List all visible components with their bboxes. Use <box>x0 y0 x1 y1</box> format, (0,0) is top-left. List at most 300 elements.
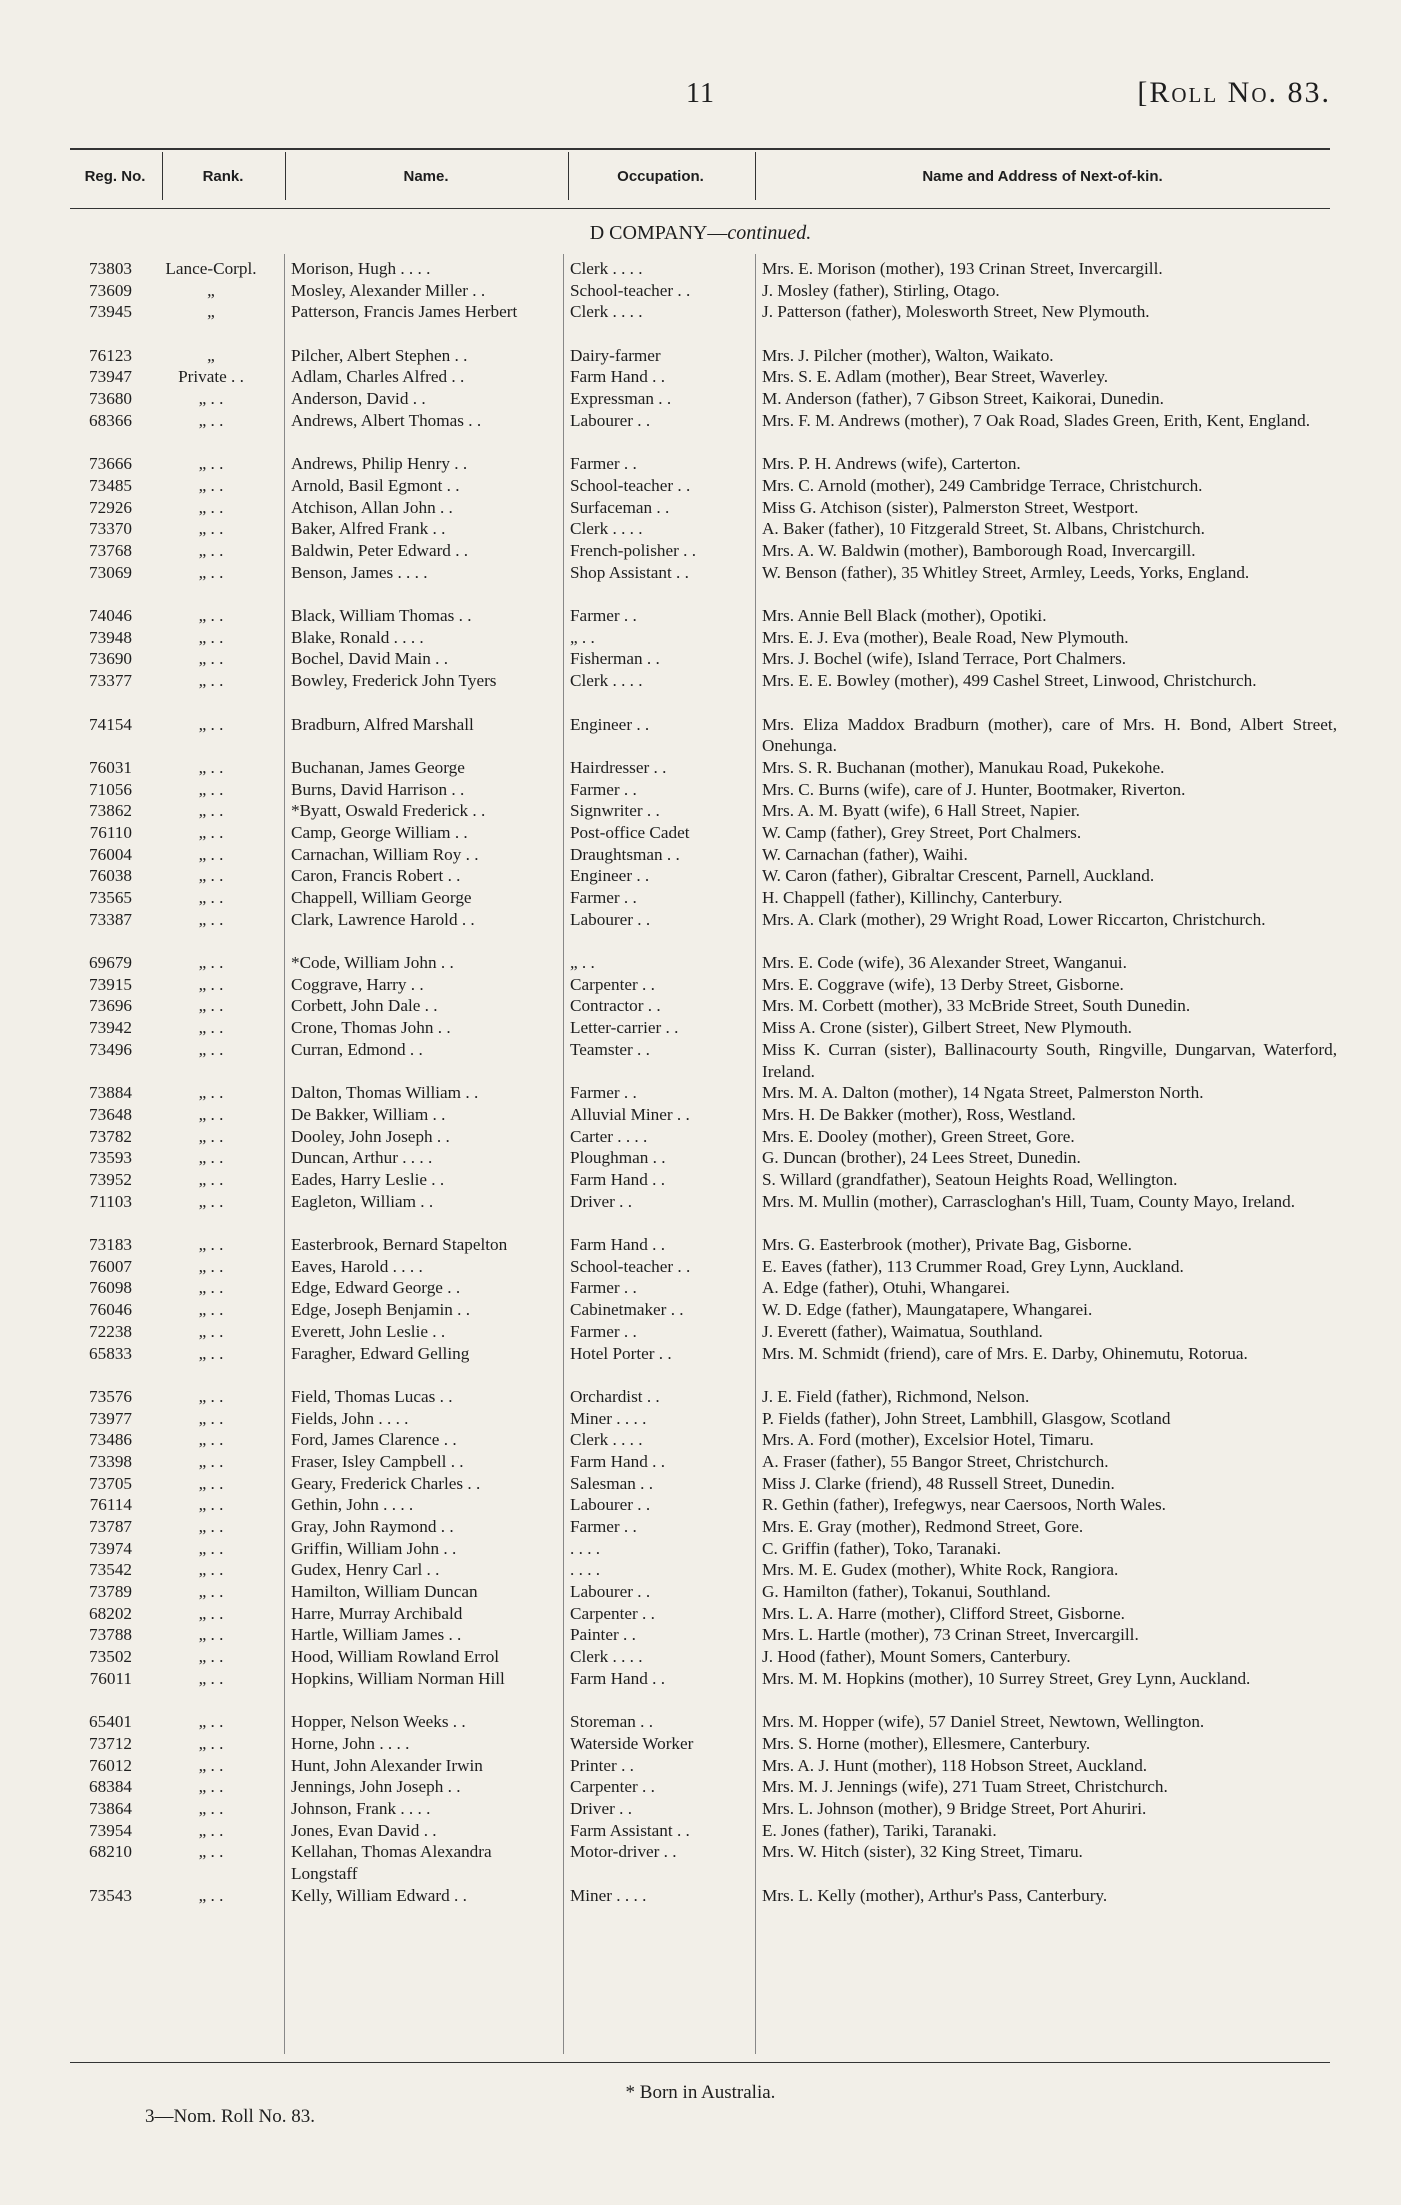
occupation: Surfaceman . . <box>570 497 670 517</box>
next-of-kin: Mrs. M. E. Gudex (mother), White Rock, Rangiora. <box>762 1560 1119 1580</box>
soldier-name: Benson, James . . . . <box>291 562 428 582</box>
reg-number: 71103 <box>89 1191 132 1211</box>
soldier-name: Baldwin, Peter Edward . . <box>291 540 469 560</box>
next-of-kin: Mrs. Eliza Maddox Bradburn (mother), care of Mrs. H. Bond, Albert Street, Onehunga. <box>762 714 1337 756</box>
soldier-name: Patterson, Francis James Herbert <box>291 302 518 322</box>
occupation: Farmer . . <box>570 1517 637 1537</box>
rank: „ . . <box>198 1473 224 1493</box>
reg-number: 76123 <box>89 345 132 365</box>
soldier-name: Clark, Lawrence Harold . . <box>291 909 475 929</box>
next-of-kin: J. Hood (father), Mount Somers, Canterbury. <box>762 1647 1071 1667</box>
occupation: Alluvial Miner . . <box>570 1104 690 1124</box>
occupation: Shop Assistant . . <box>570 562 689 582</box>
soldier-name: Adlam, Charles Alfred . . <box>291 367 465 387</box>
next-of-kin: Mrs. M. J. Jennings (wife), 271 Tuam Street, Christchurch. <box>762 1777 1168 1797</box>
next-of-kin: Mrs. E. Coggrave (wife), 13 Derby Street, Gisborne. <box>762 974 1124 994</box>
reg-number: 73974 <box>89 1538 132 1558</box>
soldier-name: Edge, Edward George . . <box>291 1278 461 1298</box>
next-of-kin: Mrs. S. Horne (mother), Ellesmere, Canterbury. <box>762 1733 1091 1753</box>
reg-number: 73789 <box>89 1582 132 1602</box>
reg-number: 73696 <box>89 996 132 1016</box>
reg-number: 76007 <box>89 1256 132 1276</box>
occupation: Salesman . . <box>570 1473 654 1493</box>
table-row <box>0 1798 1401 1820</box>
table-row <box>0 1386 1401 1408</box>
reg-number: 73712 <box>89 1733 132 1753</box>
table-row <box>0 1321 1401 1343</box>
header-rule <box>70 208 1330 209</box>
table-row <box>0 1277 1401 1299</box>
table-row <box>0 1559 1401 1581</box>
occupation: Motor-driver . . <box>570 1842 677 1862</box>
soldier-name: Morison, Hugh . . . . <box>291 259 431 278</box>
reg-number: 76038 <box>89 866 132 886</box>
table-row <box>0 1429 1401 1451</box>
rank: „ . . <box>198 1083 224 1103</box>
next-of-kin: Mrs. A. Ford (mother), Excelsior Hotel, Timaru. <box>762 1430 1094 1450</box>
rank: „ . . <box>198 822 224 842</box>
reg-number: 71056 <box>89 779 132 799</box>
next-of-kin: Mrs. L. Johnson (mother), 9 Bridge Street, Port Ahuriri. <box>762 1798 1147 1818</box>
table-row <box>0 1017 1401 1039</box>
table-row <box>0 1668 1401 1711</box>
next-of-kin: A. Baker (father), 10 Fitzgerald Street, St. Albans, Christchurch. <box>762 519 1205 539</box>
occupation: Carter . . . . <box>570 1126 648 1146</box>
rank: „ . . <box>198 1451 224 1471</box>
rank: „ . . <box>198 1582 224 1602</box>
reg-number: 73884 <box>89 1083 132 1103</box>
soldier-name: Hamilton, William Duncan <box>291 1582 478 1602</box>
soldier-name: Kellahan, Thomas Alexandra Longstaff <box>291 1842 492 1884</box>
reg-number: 72926 <box>89 497 132 517</box>
next-of-kin: S. Willard (grandfather), Seatoun Heights Road, Wellington. <box>762 1169 1178 1189</box>
occupation: . . . . <box>570 1560 601 1580</box>
reg-number: 68202 <box>89 1603 132 1623</box>
rank: „ . . <box>198 627 224 647</box>
soldier-name: Gudex, Henry Carl . . <box>291 1560 440 1580</box>
occupation: Hotel Porter . . <box>570 1343 672 1363</box>
reg-number: 73864 <box>89 1798 132 1818</box>
rank: „ . . <box>198 1517 224 1537</box>
table-row <box>0 1039 1401 1082</box>
soldier-name: Hopkins, William Norman Hill <box>291 1668 505 1688</box>
occupation: Farm Hand . . <box>570 1235 665 1255</box>
next-of-kin: Mrs. Annie Bell Black (mother), Opotiki. <box>762 606 1047 626</box>
reg-number: 73680 <box>89 389 132 409</box>
occupation: Cabinetmaker . . <box>570 1300 684 1320</box>
reg-number: 73705 <box>89 1473 132 1493</box>
reg-number: 73370 <box>89 519 132 539</box>
reg-number: 76004 <box>89 844 132 864</box>
rank: „ . . <box>198 1235 224 1255</box>
next-of-kin: Mrs. M. Corbett (mother), 33 McBride Street, South Dunedin. <box>762 996 1191 1016</box>
rank: „ <box>207 302 215 322</box>
table-row <box>0 1169 1401 1191</box>
table-row <box>0 475 1401 497</box>
table-row <box>0 1538 1401 1560</box>
soldier-name: Mosley, Alexander Miller . . <box>291 280 486 300</box>
soldier-name: Corbett, John Dale . . <box>291 996 438 1016</box>
reg-number: 73782 <box>89 1126 132 1146</box>
roll-number: [Roll No. 83. <box>1137 76 1331 109</box>
reg-number: 69679 <box>89 953 132 973</box>
table-row <box>0 1646 1401 1668</box>
soldier-name: Anderson, David . . <box>291 389 426 409</box>
occupation: Clerk . . . . <box>570 1647 643 1667</box>
reg-number: 73768 <box>89 540 132 560</box>
soldier-name: Duncan, Arthur . . . . <box>291 1148 433 1168</box>
reg-number: 73502 <box>89 1647 132 1667</box>
column-header-rank: Rank. <box>202 168 244 185</box>
table-row <box>0 518 1401 540</box>
occupation: Miner . . . . <box>570 1885 647 1905</box>
occupation: Draughtsman . . <box>570 844 680 864</box>
rank: „ . . <box>198 1798 224 1818</box>
table-row <box>0 1191 1401 1234</box>
soldier-name: Baker, Alfred Frank . . <box>291 519 446 539</box>
page-number: 11 <box>686 78 715 109</box>
table-row <box>0 1299 1401 1321</box>
reg-number: 73942 <box>89 1018 132 1038</box>
reg-number: 76012 <box>89 1755 132 1775</box>
table-row <box>0 1451 1401 1473</box>
rank: „ . . <box>198 1343 224 1363</box>
reg-number: 73387 <box>89 909 132 929</box>
next-of-kin: H. Chappell (father), Killinchy, Canterbury. <box>762 888 1063 908</box>
soldier-name: Faragher, Edward Gelling <box>291 1343 470 1363</box>
column-header-reg-no: Reg. No. <box>84 168 146 185</box>
table-row <box>0 1733 1401 1755</box>
soldier-name: *Code, William John . . <box>291 953 454 973</box>
soldier-name: Atchison, Allan John . . <box>291 497 453 517</box>
reg-number: 74154 <box>89 714 132 734</box>
occupation: Clerk . . . . <box>570 302 643 322</box>
table-row <box>0 1473 1401 1495</box>
rank: „ . . <box>198 1495 224 1515</box>
reg-number: 73952 <box>89 1169 132 1189</box>
occupation: Farm Hand . . <box>570 367 665 387</box>
table-row <box>0 1603 1401 1625</box>
next-of-kin: G. Hamilton (father), Tokanui, Southland. <box>762 1582 1051 1602</box>
column-header-occupation: Occupation. <box>617 168 704 185</box>
soldier-name: Chappell, William George <box>291 888 472 908</box>
top-rule <box>70 148 1330 150</box>
reg-number: 73069 <box>89 562 132 582</box>
soldier-name: Bochel, David Main . . <box>291 649 449 669</box>
table-row <box>0 388 1401 410</box>
occupation: Post-office Cadet <box>570 822 690 842</box>
next-of-kin: Mrs. E. E. Bowley (mother), 499 Cashel Street, Linwood, Christchurch. <box>762 671 1257 691</box>
table-row <box>0 258 1401 280</box>
reg-number: 73948 <box>89 627 132 647</box>
soldier-name: Harre, Murray Archibald <box>291 1603 463 1623</box>
occupation: Farmer . . <box>570 779 637 799</box>
next-of-kin: W. D. Edge (father), Maungatapere, Whangarei. <box>762 1300 1093 1320</box>
occupation: Farmer . . <box>570 606 637 626</box>
table-row <box>0 1343 1401 1386</box>
soldier-name: Eades, Harry Leslie . . <box>291 1169 445 1189</box>
occupation: Labourer . . <box>570 410 651 430</box>
rank: „ . . <box>198 454 224 474</box>
soldier-name: Jennings, John Joseph . . <box>291 1777 461 1797</box>
next-of-kin: E. Jones (father), Tariki, Taranaki. <box>762 1820 997 1840</box>
soldier-name: Coggrave, Harry . . <box>291 974 424 994</box>
column-header-name: Name. <box>403 168 449 185</box>
rank: „ . . <box>198 1560 224 1580</box>
table-row <box>0 1516 1401 1538</box>
rank: „ . . <box>198 953 224 973</box>
rank: „ . . <box>198 996 224 1016</box>
table-row <box>0 844 1401 866</box>
occupation: French-polisher . . <box>570 540 697 560</box>
table-row <box>0 1820 1401 1842</box>
occupation: . . . . <box>570 1538 601 1558</box>
next-of-kin: Mrs. J. Bochel (wife), Island Terrace, Port Chalmers. <box>762 649 1127 669</box>
next-of-kin: M. Anderson (father), 7 Gibson Street, Kaikorai, Dunedin. <box>762 389 1164 409</box>
soldier-name: Field, Thomas Lucas . . <box>291 1386 453 1406</box>
occupation: Contractor . . <box>570 996 661 1016</box>
occupation: School-teacher . . <box>570 475 691 495</box>
occupation: School-teacher . . <box>570 280 691 300</box>
next-of-kin: Miss K. Curran (sister), Ballinacourty South, Ringville, Dungarvan, Waterford, Ireland. <box>762 1039 1337 1081</box>
next-of-kin: Mrs. E. J. Eva (mother), Beale Road, New Plymouth. <box>762 627 1129 647</box>
next-of-kin: Mrs. E. Morison (mother), 193 Crinan Street, Invercargill. <box>762 259 1163 278</box>
occupation: Farmer . . <box>570 454 637 474</box>
reg-number: 76110 <box>89 822 132 842</box>
rank: „ . . <box>198 606 224 626</box>
soldier-name: Eagleton, William . . <box>291 1191 434 1211</box>
occupation: Storeman . . <box>570 1712 654 1732</box>
rank: „ . . <box>198 1018 224 1038</box>
rank: „ . . <box>198 649 224 669</box>
occupation: Carpenter . . <box>570 1777 655 1797</box>
rank: „ . . <box>198 1148 224 1168</box>
soldier-name: Ford, James Clarence . . <box>291 1430 457 1450</box>
soldier-name: Buchanan, James George <box>291 757 465 777</box>
reg-number: 76046 <box>89 1300 132 1320</box>
next-of-kin: Mrs. C. Arnold (mother), 249 Cambridge Terrace, Christchurch. <box>762 475 1203 495</box>
table-row <box>0 301 1401 344</box>
occupation: Engineer . . <box>570 714 650 734</box>
reg-number: 73609 <box>89 280 132 300</box>
table-row <box>0 952 1401 974</box>
next-of-kin: Mrs. G. Easterbrook (mother), Private Bag, Gisborne. <box>762 1235 1132 1255</box>
table-row <box>0 1711 1401 1733</box>
next-of-kin: Mrs. M. Schmidt (friend), care of Mrs. E. Darby, Ohinemutu, Rotorua. <box>762 1343 1248 1363</box>
next-of-kin: P. Fields (father), John Street, Lambhill, Glasgow, Scotland <box>762 1408 1171 1428</box>
next-of-kin: G. Duncan (brother), 24 Lees Street, Dunedin. <box>762 1148 1081 1168</box>
reg-number: 73954 <box>89 1820 132 1840</box>
reg-number: 73576 <box>89 1386 132 1406</box>
rank: „ . . <box>198 1430 224 1450</box>
roll-table <box>0 258 1401 1906</box>
reg-number: 73543 <box>89 1885 132 1905</box>
soldier-name: Hood, William Rowland Errol <box>291 1647 500 1667</box>
occupation: Farmer . . <box>570 1321 637 1341</box>
next-of-kin: Miss A. Crone (sister), Gilbert Street, New Plymouth. <box>762 1018 1132 1038</box>
rank: „ . . <box>198 1885 224 1905</box>
table-row <box>0 1408 1401 1430</box>
reg-number: 76031 <box>89 757 132 777</box>
soldier-name: Gray, John Raymond . . <box>291 1517 454 1537</box>
occupation: „ . . <box>570 627 595 647</box>
soldier-name: Griffin, William John . . <box>291 1538 457 1558</box>
next-of-kin: Mrs. S. R. Buchanan (mother), Manukau Road, Pukekohe. <box>762 757 1165 777</box>
reg-number: 73788 <box>89 1625 132 1645</box>
soldier-name: Eaves, Harold . . . . <box>291 1256 423 1276</box>
occupation: Orchardist . . <box>570 1386 660 1406</box>
reg-number: 73945 <box>89 302 132 322</box>
rank: „ . . <box>198 779 224 799</box>
reg-number: 68384 <box>89 1777 132 1797</box>
soldier-name: Everett, John Leslie . . <box>291 1321 446 1341</box>
rank: „ . . <box>198 1256 224 1276</box>
soldier-name: Dalton, Thomas William . . <box>291 1083 479 1103</box>
soldier-name: Fraser, Isley Campbell . . <box>291 1451 464 1471</box>
occupation: Clerk . . . . <box>570 519 643 539</box>
rank: „ . . <box>198 1538 224 1558</box>
rank: „ . . <box>198 1777 224 1797</box>
occupation: Waterside Worker <box>570 1733 694 1753</box>
rank: „ . . <box>198 1191 224 1211</box>
rank: „ . . <box>198 1647 224 1667</box>
occupation: „ . . <box>570 953 595 973</box>
soldier-name: Andrews, Albert Thomas . . <box>291 410 482 430</box>
occupation: Miner . . . . <box>570 1408 647 1428</box>
rank: „ . . <box>198 410 224 430</box>
next-of-kin: J. Patterson (father), Molesworth Street, New Plymouth. <box>762 302 1150 322</box>
next-of-kin: Mrs. H. De Bakker (mother), Ross, Westland. <box>762 1104 1076 1124</box>
soldier-name: Camp, George William . . <box>291 822 468 842</box>
rank: „ . . <box>198 909 224 929</box>
soldier-name: Bradburn, Alfred Marshall <box>291 714 474 734</box>
reg-number: 73377 <box>89 671 132 691</box>
next-of-kin: Miss J. Clarke (friend), 48 Russell Street, Dunedin. <box>762 1473 1115 1493</box>
next-of-kin: Mrs. M. Mullin (mother), Carrascloghan's Hill, Tuam, County Mayo, Ireland. <box>762 1191 1295 1211</box>
soldier-name: Burns, David Harrison . . <box>291 779 465 799</box>
table-row <box>0 605 1401 627</box>
reg-number: 73542 <box>89 1560 132 1580</box>
next-of-kin: Mrs. M. Hopper (wife), 57 Daniel Street, Newtown, Wellington. <box>762 1712 1205 1732</box>
occupation: Expressman . . <box>570 389 672 409</box>
reg-number: 73486 <box>89 1430 132 1450</box>
table-row <box>0 497 1401 519</box>
table-row <box>0 1581 1401 1603</box>
reg-number: 76114 <box>89 1495 132 1515</box>
table-row <box>0 540 1401 562</box>
footnote: * Born in Australia. <box>625 2082 776 2103</box>
occupation: Fisherman . . <box>570 649 660 669</box>
reg-number: 73593 <box>89 1148 132 1168</box>
table-row <box>0 366 1401 388</box>
next-of-kin: Miss G. Atchison (sister), Palmerston Street, Westport. <box>762 497 1139 517</box>
next-of-kin: Mrs. L. Hartle (mother), 73 Crinan Street, Invercargill. <box>762 1625 1139 1645</box>
occupation: Farm Assistant . . <box>570 1820 690 1840</box>
reg-number: 73803 <box>89 259 132 278</box>
next-of-kin: J. Everett (father), Waimatua, Southland. <box>762 1321 1043 1341</box>
rank: „ . . <box>198 1321 224 1341</box>
soldier-name: Blake, Ronald . . . . <box>291 627 424 647</box>
soldier-name: Andrews, Philip Henry . . <box>291 454 468 474</box>
table-row <box>0 1126 1401 1148</box>
reg-number: 73947 <box>89 367 132 387</box>
table-row <box>0 887 1401 909</box>
soldier-name: De Bakker, William . . <box>291 1104 446 1124</box>
next-of-kin: A. Edge (father), Otuhi, Whangarei. <box>762 1278 1010 1298</box>
table-row <box>0 648 1401 670</box>
occupation: Dairy-farmer <box>570 345 661 365</box>
rank: „ . . <box>198 1842 224 1862</box>
reg-number: 73862 <box>89 801 132 821</box>
reg-number: 73485 <box>89 475 132 495</box>
rank: „ . . <box>198 519 224 539</box>
rank: „ . . <box>198 1733 224 1753</box>
next-of-kin: C. Griffin (father), Toko, Taranaki. <box>762 1538 1002 1558</box>
soldier-name: Pilcher, Albert Stephen . . <box>291 345 468 365</box>
occupation: Printer . . <box>570 1755 634 1775</box>
occupation: Painter . . <box>570 1625 636 1645</box>
rank: „ . . <box>198 757 224 777</box>
soldier-name: *Byatt, Oswald Frederick . . <box>291 801 486 821</box>
occupation: Labourer . . <box>570 1495 651 1515</box>
rank: „ . . <box>198 389 224 409</box>
table-row <box>0 1147 1401 1169</box>
next-of-kin: Mrs. A. J. Hunt (mother), 118 Hobson Street, Auckland. <box>762 1755 1148 1775</box>
table-row <box>0 345 1401 367</box>
rank: „ . . <box>198 540 224 560</box>
occupation: Clerk . . . . <box>570 1430 643 1450</box>
rank: „ . . <box>198 866 224 886</box>
rank: „ . . <box>198 1755 224 1775</box>
occupation: Teamster . . <box>570 1039 650 1059</box>
table-row <box>0 995 1401 1017</box>
rank: „ . . <box>198 714 224 734</box>
soldier-name: Kelly, William Edward . . <box>291 1885 467 1905</box>
next-of-kin: Mrs. W. Hitch (sister), 32 King Street, Timaru. <box>762 1842 1083 1862</box>
next-of-kin: Mrs. A. M. Byatt (wife), 6 Hall Street, Napier. <box>762 801 1080 821</box>
soldier-name: Curran, Edmond . . <box>291 1039 423 1059</box>
reg-number: 68210 <box>89 1842 132 1862</box>
occupation: Farmer . . <box>570 1083 637 1103</box>
soldier-name: Caron, Francis Robert . . <box>291 866 461 886</box>
reg-number: 73666 <box>89 454 132 474</box>
rank: „ . . <box>198 1408 224 1428</box>
rank: „ . . <box>198 562 224 582</box>
column-header-next-of-kin: Name and Address of Next-of-kin. <box>922 168 1163 185</box>
reg-number: 73565 <box>89 888 132 908</box>
table-row <box>0 670 1401 713</box>
next-of-kin: Mrs. S. E. Adlam (mother), Bear Street, Waverley. <box>762 367 1109 387</box>
occupation: Carpenter . . <box>570 1603 655 1623</box>
table-row <box>0 1885 1401 1907</box>
next-of-kin: J. Mosley (father), Stirling, Otago. <box>762 280 1000 300</box>
next-of-kin: J. E. Field (father), Richmond, Nelson. <box>762 1386 1030 1406</box>
rank: „ . . <box>198 1169 224 1189</box>
reg-number: 73183 <box>89 1235 132 1255</box>
soldier-name: Fields, John . . . . <box>291 1408 409 1428</box>
soldier-name: Hunt, John Alexander Irwin <box>291 1755 483 1775</box>
occupation: Labourer . . <box>570 909 651 929</box>
soldier-name: Crone, Thomas John . . <box>291 1018 451 1038</box>
soldier-name: Black, William Thomas . . <box>291 606 472 626</box>
soldier-name: Horne, John . . . . <box>291 1733 410 1753</box>
occupation: Hairdresser . . <box>570 757 667 777</box>
rank: „ <box>207 280 215 300</box>
company-heading <box>0 222 1401 245</box>
next-of-kin: Mrs. A. W. Baldwin (mother), Bamborough Road, Invercargill. <box>762 540 1196 560</box>
table-row <box>0 1234 1401 1256</box>
next-of-kin: E. Eaves (father), 113 Crummer Road, Grey Lynn, Auckland. <box>762 1256 1184 1276</box>
